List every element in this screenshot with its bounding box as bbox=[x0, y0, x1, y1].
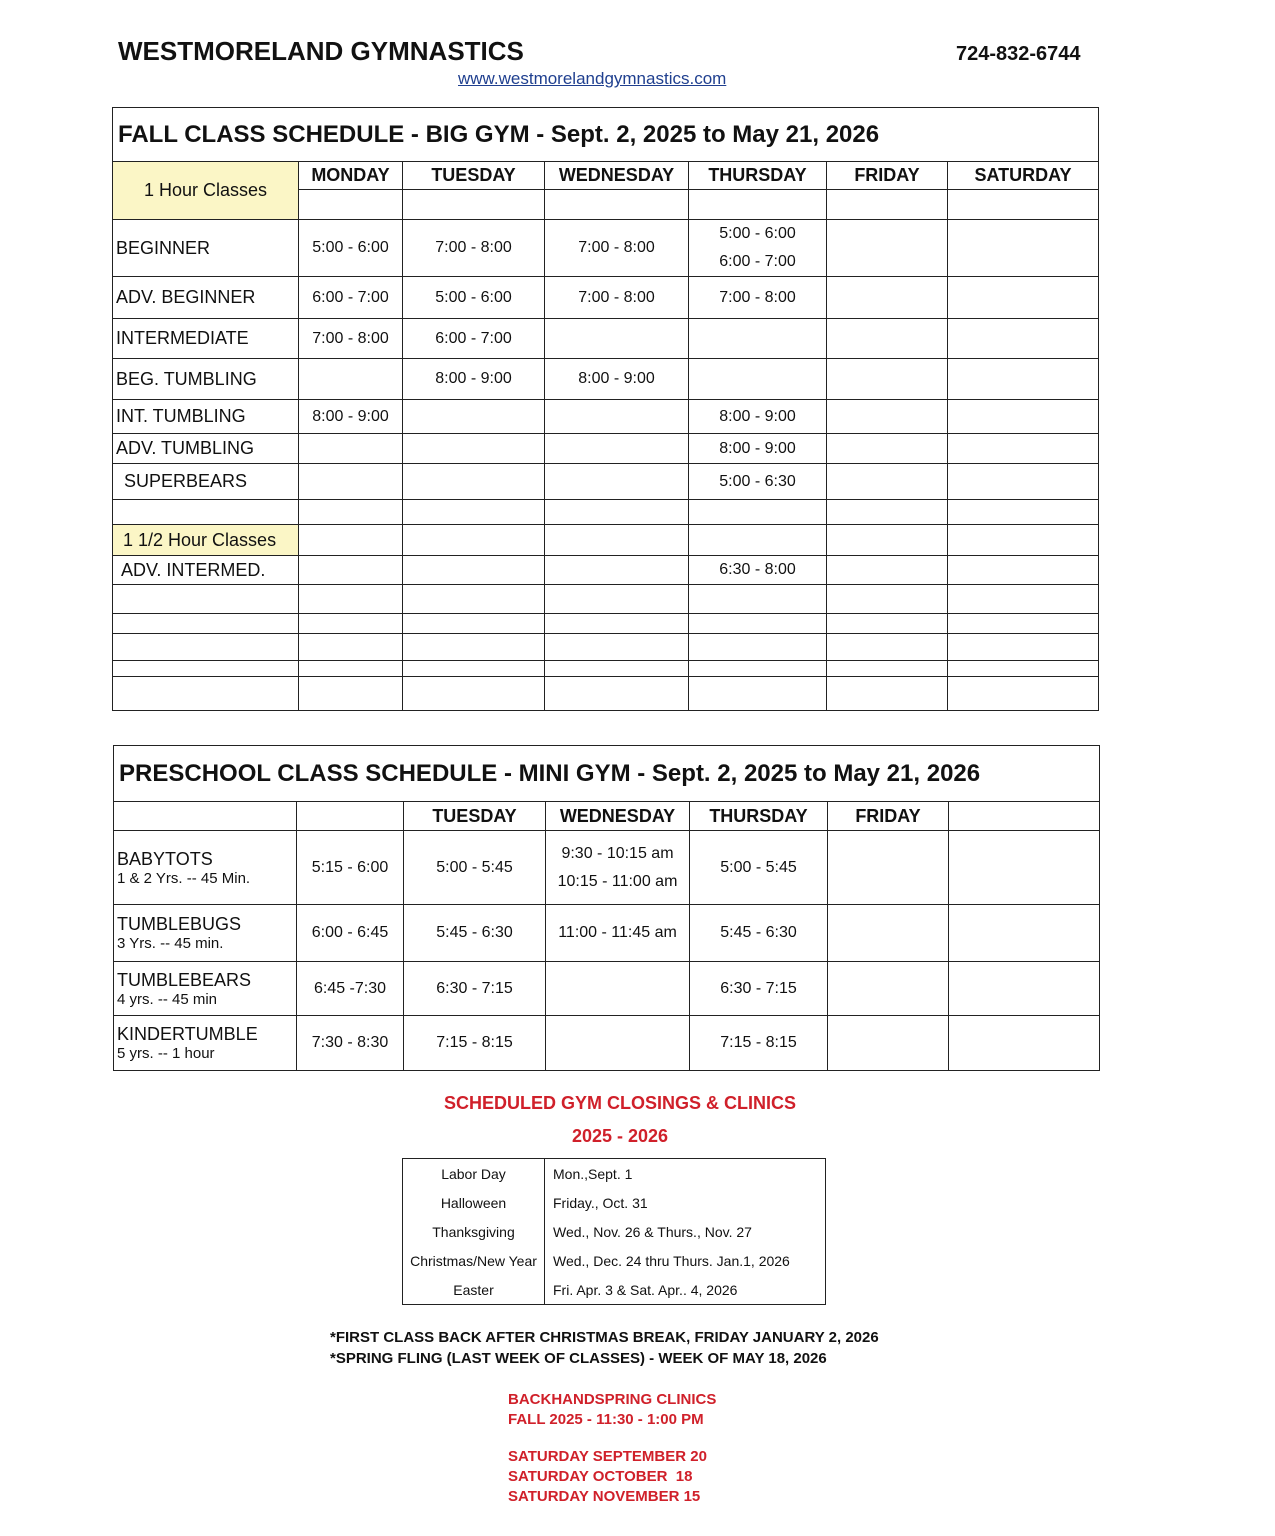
class-age: 4 yrs. -- 45 min bbox=[117, 990, 218, 1008]
preschool-schedule-table bbox=[113, 745, 1100, 1071]
time-cell: 5:00 - 5:45 bbox=[690, 831, 828, 905]
time-cell bbox=[299, 434, 403, 464]
day-header-blank bbox=[297, 802, 404, 831]
time-cell: 6:00 - 7:00 bbox=[403, 319, 545, 359]
time-cell bbox=[689, 220, 827, 277]
time-cell bbox=[827, 400, 948, 434]
time-cell: 6:00 - 6:45 bbox=[297, 905, 404, 962]
closing-date: Mon.,Sept. 1 bbox=[553, 1165, 633, 1182]
table-row bbox=[403, 1246, 826, 1275]
table-row bbox=[114, 831, 1100, 905]
clinic-date: SATURDAY NOVEMBER 15 bbox=[508, 1488, 701, 1505]
table-row bbox=[114, 962, 1100, 1016]
day-header-monday: MONDAY bbox=[299, 162, 403, 190]
time-cell bbox=[545, 400, 689, 434]
class-name-cell bbox=[114, 831, 297, 905]
clinics-time: FALL 2025 - 11:30 - 1:00 PM bbox=[508, 1411, 704, 1428]
class-name: KINDERTUMBLE bbox=[117, 1024, 258, 1044]
closings-table bbox=[402, 1158, 826, 1305]
day-header-saturday: SATURDAY bbox=[948, 162, 1099, 190]
time-cell bbox=[403, 400, 545, 434]
time-cell: 8:00 - 9:00 bbox=[545, 359, 689, 400]
table-row bbox=[114, 905, 1100, 962]
time-cell: 6:00 - 7:00 bbox=[299, 277, 403, 319]
website-link[interactable]: www.westmorelandgymnastics.com bbox=[458, 69, 727, 88]
clinics-title: BACKHANDSPRING CLINICS bbox=[508, 1391, 717, 1408]
class-name: BABYTOTS bbox=[117, 848, 213, 869]
time-slot: 5:00 - 6:00 bbox=[719, 225, 796, 242]
time-cell: 7:00 - 8:00 bbox=[545, 277, 689, 319]
table-row bbox=[113, 556, 1099, 585]
time-cell bbox=[948, 277, 1099, 319]
closing-event: Halloween bbox=[403, 1188, 545, 1217]
time-cell: 8:00 - 9:00 bbox=[689, 400, 827, 434]
note-first-class-back: *FIRST CLASS BACK AFTER CHRISTMAS BREAK, FRIDAY JANUARY 2, 2026 bbox=[330, 1329, 879, 1346]
time-cell: 5:00 - 6:30 bbox=[689, 464, 827, 500]
time-cell: 5:00 - 6:00 bbox=[299, 220, 403, 277]
closing-event: Labor Day bbox=[403, 1159, 545, 1189]
time-cell bbox=[827, 319, 948, 359]
table-row bbox=[403, 1188, 826, 1217]
time-cell bbox=[545, 319, 689, 359]
class-name: ADV. INTERMED. bbox=[113, 556, 299, 585]
time-cell: 5:45 - 6:30 bbox=[690, 905, 828, 962]
day-header-blank bbox=[949, 802, 1100, 831]
phone-number: 724-832-6744 bbox=[956, 43, 1081, 65]
time-cell: 7:15 - 8:15 bbox=[690, 1016, 828, 1071]
class-name-cell bbox=[114, 962, 297, 1016]
class-name: ADV. TUMBLING bbox=[113, 434, 299, 464]
time-cell bbox=[403, 434, 545, 464]
time-cell: 6:45 -7:30 bbox=[297, 962, 404, 1016]
time-cell bbox=[827, 359, 948, 400]
class-name-cell bbox=[114, 1016, 297, 1071]
note-spring-fling: *SPRING FLING (LAST WEEK OF CLASSES) - WEEK OF MAY 18, 2026 bbox=[330, 1350, 827, 1367]
day-header-friday: FRIDAY bbox=[828, 802, 949, 831]
class-name: BEGINNER bbox=[113, 220, 299, 277]
section-label-1-5-hour: 1 1/2 Hour Classes bbox=[113, 525, 299, 556]
time-cell: 6:30 - 7:15 bbox=[690, 962, 828, 1016]
class-age: 3 Yrs. -- 45 min. bbox=[117, 935, 224, 952]
class-name: SUPERBEARS bbox=[113, 464, 299, 500]
time-cell: 5:45 - 6:30 bbox=[404, 905, 546, 962]
table-row bbox=[113, 277, 1099, 319]
closing-event: Easter bbox=[403, 1275, 545, 1305]
closing-event: Christmas/New Year bbox=[403, 1246, 545, 1275]
day-header-tuesday: TUESDAY bbox=[403, 162, 545, 190]
class-age: 5 yrs. -- 1 hour bbox=[117, 1045, 215, 1062]
time-slot: 9:30 - 10:15 am bbox=[561, 844, 674, 862]
time-cell: 6:30 - 8:00 bbox=[689, 556, 827, 585]
class-name: ADV. BEGINNER bbox=[113, 277, 299, 319]
time-cell bbox=[299, 464, 403, 500]
time-cell: 7:15 - 8:15 bbox=[404, 1016, 546, 1071]
table-row bbox=[113, 400, 1099, 434]
time-slot: 6:00 - 7:00 bbox=[719, 253, 796, 270]
table-row bbox=[403, 1159, 826, 1189]
section-label-1-hour: 1 Hour Classes bbox=[113, 162, 299, 220]
time-cell: 8:00 - 9:00 bbox=[689, 434, 827, 464]
table-row bbox=[113, 434, 1099, 464]
time-cell: 7:00 - 8:00 bbox=[545, 220, 689, 277]
time-cell bbox=[827, 220, 948, 277]
day-header-friday: FRIDAY bbox=[827, 162, 948, 190]
class-name: BEG. TUMBLING bbox=[113, 359, 299, 400]
time-cell bbox=[948, 220, 1099, 277]
time-cell: 11:00 - 11:45 am bbox=[546, 905, 690, 962]
class-name: INT. TUMBLING bbox=[113, 400, 299, 434]
time-cell: 5:00 - 6:00 bbox=[403, 277, 545, 319]
time-cell: 8:00 - 9:00 bbox=[299, 400, 403, 434]
time-cell bbox=[689, 359, 827, 400]
time-cell: 7:00 - 8:00 bbox=[299, 319, 403, 359]
time-cell: 6:30 - 7:15 bbox=[404, 962, 546, 1016]
closing-date: Fri. Apr. 3 & Sat. Apr.. 4, 2026 bbox=[553, 1281, 738, 1298]
closing-date: Friday., Oct. 31 bbox=[553, 1194, 648, 1211]
preschool-schedule-title: PRESCHOOL CLASS SCHEDULE - MINI GYM - Sept. 2, 2025 to May 21, 2026 bbox=[114, 746, 1100, 802]
closings-years: 2025 - 2026 bbox=[571, 1126, 669, 1146]
class-name: TUMBLEBUGS bbox=[117, 914, 242, 934]
table-row bbox=[403, 1275, 826, 1305]
time-cell bbox=[546, 831, 690, 905]
class-name-cell bbox=[114, 905, 297, 962]
table-row bbox=[113, 319, 1099, 359]
fall-schedule-table bbox=[112, 107, 1099, 711]
time-cell bbox=[299, 359, 403, 400]
time-cell bbox=[948, 434, 1099, 464]
time-cell bbox=[827, 434, 948, 464]
time-cell bbox=[545, 464, 689, 500]
clinic-date: SATURDAY OCTOBER 18 bbox=[508, 1468, 693, 1485]
day-header-wednesday: WEDNESDAY bbox=[546, 802, 690, 831]
time-cell bbox=[948, 359, 1099, 400]
closing-date: Wed., Nov. 26 & Thurs., Nov. 27 bbox=[553, 1223, 752, 1240]
day-header-thursday: THURSDAY bbox=[689, 162, 827, 190]
closings-title: SCHEDULED GYM CLOSINGS & CLINICS bbox=[443, 1093, 797, 1113]
table-row bbox=[113, 220, 1099, 277]
closing-event: Thanksgiving bbox=[403, 1217, 545, 1246]
class-age: 1 & 2 Yrs. -- 45 Min. bbox=[117, 869, 251, 887]
time-cell bbox=[827, 277, 948, 319]
time-cell: 5:00 - 5:45 bbox=[404, 831, 546, 905]
time-cell: 7:00 - 8:00 bbox=[403, 220, 545, 277]
time-cell bbox=[827, 464, 948, 500]
time-cell bbox=[545, 434, 689, 464]
time-cell bbox=[403, 464, 545, 500]
gym-name: WESTMORELAND GYMNASTICS bbox=[118, 36, 524, 66]
table-row bbox=[114, 1016, 1100, 1071]
table-row bbox=[403, 1217, 826, 1246]
closing-date: Wed., Dec. 24 thru Thurs. Jan.1, 2026 bbox=[553, 1252, 790, 1269]
time-slot: 10:15 - 11:00 am bbox=[557, 872, 678, 890]
time-cell: 7:00 - 8:00 bbox=[689, 277, 827, 319]
day-header-thursday: THURSDAY bbox=[690, 802, 828, 831]
class-name: INTERMEDIATE bbox=[113, 319, 299, 359]
time-cell bbox=[689, 319, 827, 359]
time-cell bbox=[948, 319, 1099, 359]
day-header-wednesday: WEDNESDAY bbox=[545, 162, 689, 190]
time-cell: 8:00 - 9:00 bbox=[403, 359, 545, 400]
time-cell: 5:15 - 6:00 bbox=[297, 831, 404, 905]
fall-schedule-title: FALL CLASS SCHEDULE - BIG GYM - Sept. 2, 2025 to May 21, 2026 bbox=[113, 108, 1099, 162]
time-cell bbox=[948, 464, 1099, 500]
table-row bbox=[113, 359, 1099, 400]
time-cell bbox=[546, 962, 690, 1016]
time-cell bbox=[546, 1016, 690, 1071]
class-name: TUMBLEBEARS bbox=[117, 969, 252, 990]
day-header-tuesday: TUESDAY bbox=[404, 802, 546, 831]
clinic-date: SATURDAY SEPTEMBER 20 bbox=[508, 1448, 707, 1465]
time-cell: 7:30 - 8:30 bbox=[297, 1016, 404, 1071]
table-row bbox=[113, 464, 1099, 500]
time-cell bbox=[948, 400, 1099, 434]
